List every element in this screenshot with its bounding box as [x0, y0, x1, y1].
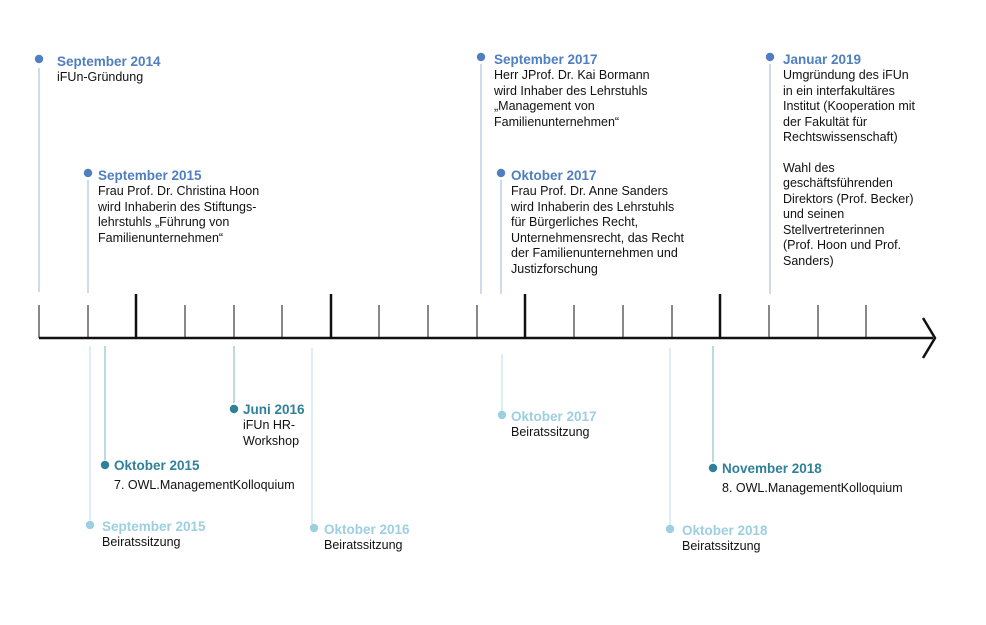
event-september-2015-hoon	[98, 167, 259, 246]
event-date: Oktober 2018	[682, 523, 768, 538]
event-oktober-2017-sanders	[511, 167, 684, 277]
event-date: Januar 2019	[783, 52, 862, 67]
event-description-line: Direktors (Prof. Becker)	[783, 191, 914, 206]
event-september-2017-bormann	[494, 51, 650, 130]
event-description-line: iFUn HR-	[243, 418, 296, 432]
event-date: September 2015	[102, 519, 206, 534]
event-date: September 2014	[57, 54, 161, 69]
event-description	[102, 535, 206, 551]
event-description	[98, 184, 259, 246]
event-description-line: Beiratssitzung	[102, 535, 181, 549]
event-marker	[498, 411, 506, 419]
event-description-line: Institut (Kooperation mit	[783, 99, 916, 113]
event-marker	[477, 53, 485, 61]
event-januar-2019	[783, 51, 915, 269]
event-description-line: Familienunternehmen“	[98, 230, 224, 245]
event-description-line: wird Inhaberin des Stiftungs-	[98, 199, 257, 214]
event-description-line: wird Inhaber des Lehrstuhls	[494, 83, 648, 98]
event-marker	[766, 53, 774, 61]
event-description-line: Familienunternehmen“	[494, 114, 620, 129]
event-marker	[497, 169, 505, 177]
event-description	[114, 478, 295, 494]
event-description	[511, 184, 684, 277]
event-date: Oktober 2017	[511, 168, 597, 183]
event-description-line: Unternehmensrecht, das Recht	[511, 230, 685, 245]
event-november-2018-kolloquium	[722, 460, 903, 497]
event-description	[783, 68, 915, 269]
event-description-line: für Bürgerliches Recht,	[511, 215, 639, 229]
event-description-line: geschäftsführenden	[783, 176, 893, 190]
event-description	[494, 68, 650, 130]
event-description-line: iFUn-Gründung	[57, 70, 144, 84]
event-marker	[101, 461, 109, 469]
event-date: Oktober 2017	[511, 409, 597, 424]
event-description	[57, 70, 161, 86]
event-date: September 2015	[98, 168, 202, 183]
event-marker	[230, 405, 238, 413]
event-marker	[86, 521, 94, 529]
event-date: Juni 2016	[243, 402, 305, 417]
event-description-line: Stellvertreterinnen	[783, 222, 885, 237]
event-description-line: 8. OWL.ManagementKolloquium	[722, 481, 903, 495]
event-marker	[709, 464, 717, 472]
event-description-line: Frau Prof. Dr. Anne Sanders	[511, 184, 669, 198]
event-description-line: lehrstuhls „Führung von	[98, 215, 230, 229]
event-september-2015-beirat	[102, 518, 206, 551]
event-description-line: 7. OWL.ManagementKolloquium	[114, 478, 295, 492]
event-description-line: Sanders)	[783, 253, 834, 268]
event-description-line: der Familienunternehmen und	[511, 246, 678, 260]
event-september-2014	[57, 53, 161, 86]
event-description-line: der Fakultät für	[783, 114, 868, 129]
event-description-line: in ein interfakultäres	[783, 83, 895, 98]
event-description-line: Justizforschung	[511, 261, 598, 276]
event-description-line: Frau Prof. Dr. Christina Hoon	[98, 184, 260, 198]
event-description-line: Umgründung des iFUn	[783, 68, 909, 82]
event-description	[722, 481, 903, 497]
event-date: September 2017	[494, 52, 598, 67]
event-description-line: Wahl des	[783, 160, 835, 175]
event-description-line: Beiratssitzung	[511, 425, 590, 439]
event-marker	[666, 525, 674, 533]
event-description	[243, 418, 305, 449]
event-description-line: Rechtswissenschaft)	[783, 130, 898, 144]
event-description	[682, 539, 768, 555]
event-description-line	[783, 146, 915, 161]
event-description-line: Herr JProf. Dr. Kai Bormann	[494, 68, 650, 82]
event-marker	[84, 169, 92, 177]
event-description-line: wird Inhaberin des Lehrstuhls	[511, 199, 675, 214]
event-description-line: (Prof. Hoon und Prof.	[783, 238, 902, 252]
event-description	[511, 425, 597, 441]
event-description-line: und seinen	[783, 207, 845, 221]
event-oktober-2016-beirat	[324, 521, 410, 554]
event-description-line: Beiratssitzung	[682, 539, 761, 553]
event-description	[324, 538, 410, 554]
event-description-line: „Management von	[494, 99, 595, 113]
event-date: Oktober 2015	[114, 458, 200, 473]
event-oktober-2017-beirat	[511, 408, 597, 441]
event-date: Oktober 2016	[324, 522, 410, 537]
event-marker	[35, 55, 43, 63]
event-oktober-2018-beirat	[682, 522, 768, 555]
event-description-line: Beiratssitzung	[324, 538, 403, 552]
event-description-line: Workshop	[243, 433, 300, 448]
event-marker	[310, 524, 318, 532]
event-date: November 2018	[722, 461, 822, 476]
event-oktober-2015-kolloquium	[114, 457, 295, 494]
event-juni-2016	[243, 401, 305, 449]
